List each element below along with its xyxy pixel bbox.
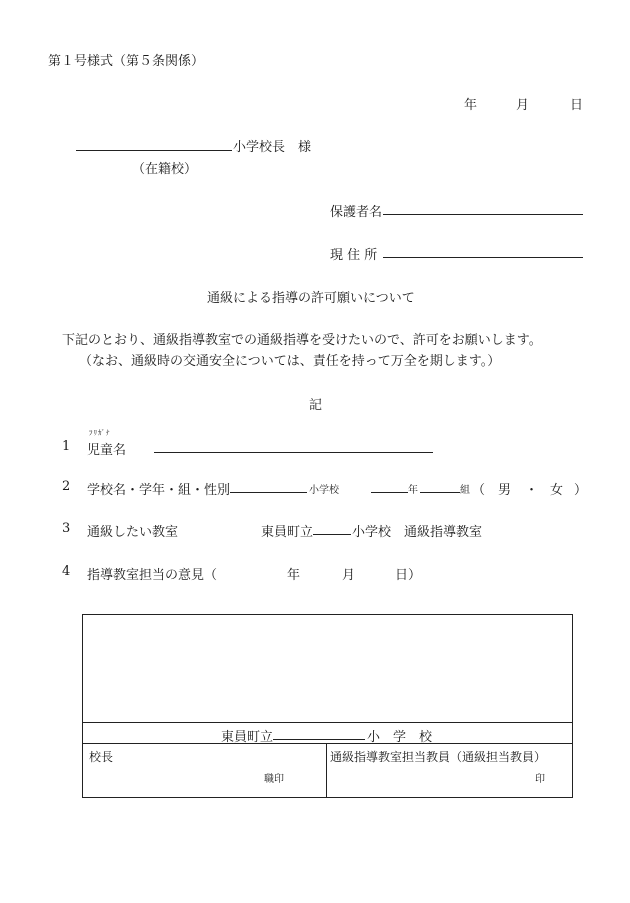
box-divider-vertical [326, 743, 327, 798]
guardian-address-label: 現 住 所 [330, 248, 378, 263]
addressee-suffix: 小学校長 様 [233, 140, 312, 155]
child-name-field[interactable] [154, 452, 433, 453]
guardian-name-label: 保護者名 [330, 205, 383, 220]
grade-field[interactable] [371, 492, 408, 493]
item-3-prefix: 東員町立 [261, 525, 314, 540]
item-1-number: 1 [62, 439, 71, 454]
box-school-suffix: 小 学 校 [367, 730, 433, 745]
teacher-seal: 印 [535, 774, 545, 785]
class-field[interactable] [420, 492, 460, 493]
item-4-year: 年 [287, 568, 301, 583]
guardian-name-field[interactable] [383, 214, 583, 215]
item-1-label: 児童名 [87, 443, 127, 458]
opinion-text-area[interactable] [84, 616, 571, 721]
teacher-label: 通級指導教室担当教員（通級担当教員） [330, 750, 547, 764]
gender-dot: ・ [525, 483, 539, 498]
box-divider-1 [82, 722, 573, 723]
item-3-label: 通級したい教室 [87, 525, 179, 540]
item-3-suffix: 小学校 通級指導教室 [352, 525, 483, 540]
body-line-1: 下記のとおり、通級指導教室での通級指導を受けたいので、許可をお願いします。 [62, 333, 542, 348]
gender-male[interactable]: 男 [498, 483, 512, 498]
item-2-class: 組 [460, 485, 470, 496]
item-1-ruby: ﾌﾘｶﾞﾅ [89, 429, 111, 437]
box-school-prefix: 東員町立 [221, 730, 274, 745]
item-2-grade: 年 [408, 485, 418, 496]
classroom-school-field[interactable] [313, 534, 351, 535]
item-4-month: 月 [342, 568, 356, 583]
guardian-address-field[interactable] [383, 257, 583, 258]
item-2-school: 小学校 [309, 485, 339, 496]
school-field[interactable] [230, 492, 307, 493]
principal-seal: 職印 [264, 774, 284, 785]
addressee-note: （在籍校） [132, 162, 198, 177]
body-line-2: （なお、通級時の交通安全については、責任を持って万全を期します。） [79, 354, 501, 369]
principal-label: 校長 [89, 750, 114, 764]
gender-female[interactable]: 女 [550, 483, 564, 498]
box-divider-2 [82, 743, 573, 744]
gender-open: （ [472, 483, 486, 498]
item-4-label: 指導教室担当の意見（ [87, 568, 218, 583]
box-school-field[interactable] [273, 739, 365, 740]
item-4-day: 日） [395, 568, 422, 583]
gender-close: ） [574, 483, 588, 498]
document-title: 通級による指導の許可願いについて [207, 291, 415, 306]
date-year: 年 [464, 98, 478, 113]
form-number: 第１号様式（第５条関係） [48, 54, 205, 69]
ki-heading: 記 [309, 398, 323, 413]
item-2-number: 2 [62, 479, 71, 494]
date-month: 月 [516, 98, 530, 113]
school-name-field[interactable] [76, 150, 232, 151]
item-4-number: 4 [62, 564, 71, 579]
date-day: 日 [570, 98, 584, 113]
item-2-label: 学校名・学年・組・性別 [87, 483, 231, 498]
item-3-number: 3 [62, 521, 71, 536]
